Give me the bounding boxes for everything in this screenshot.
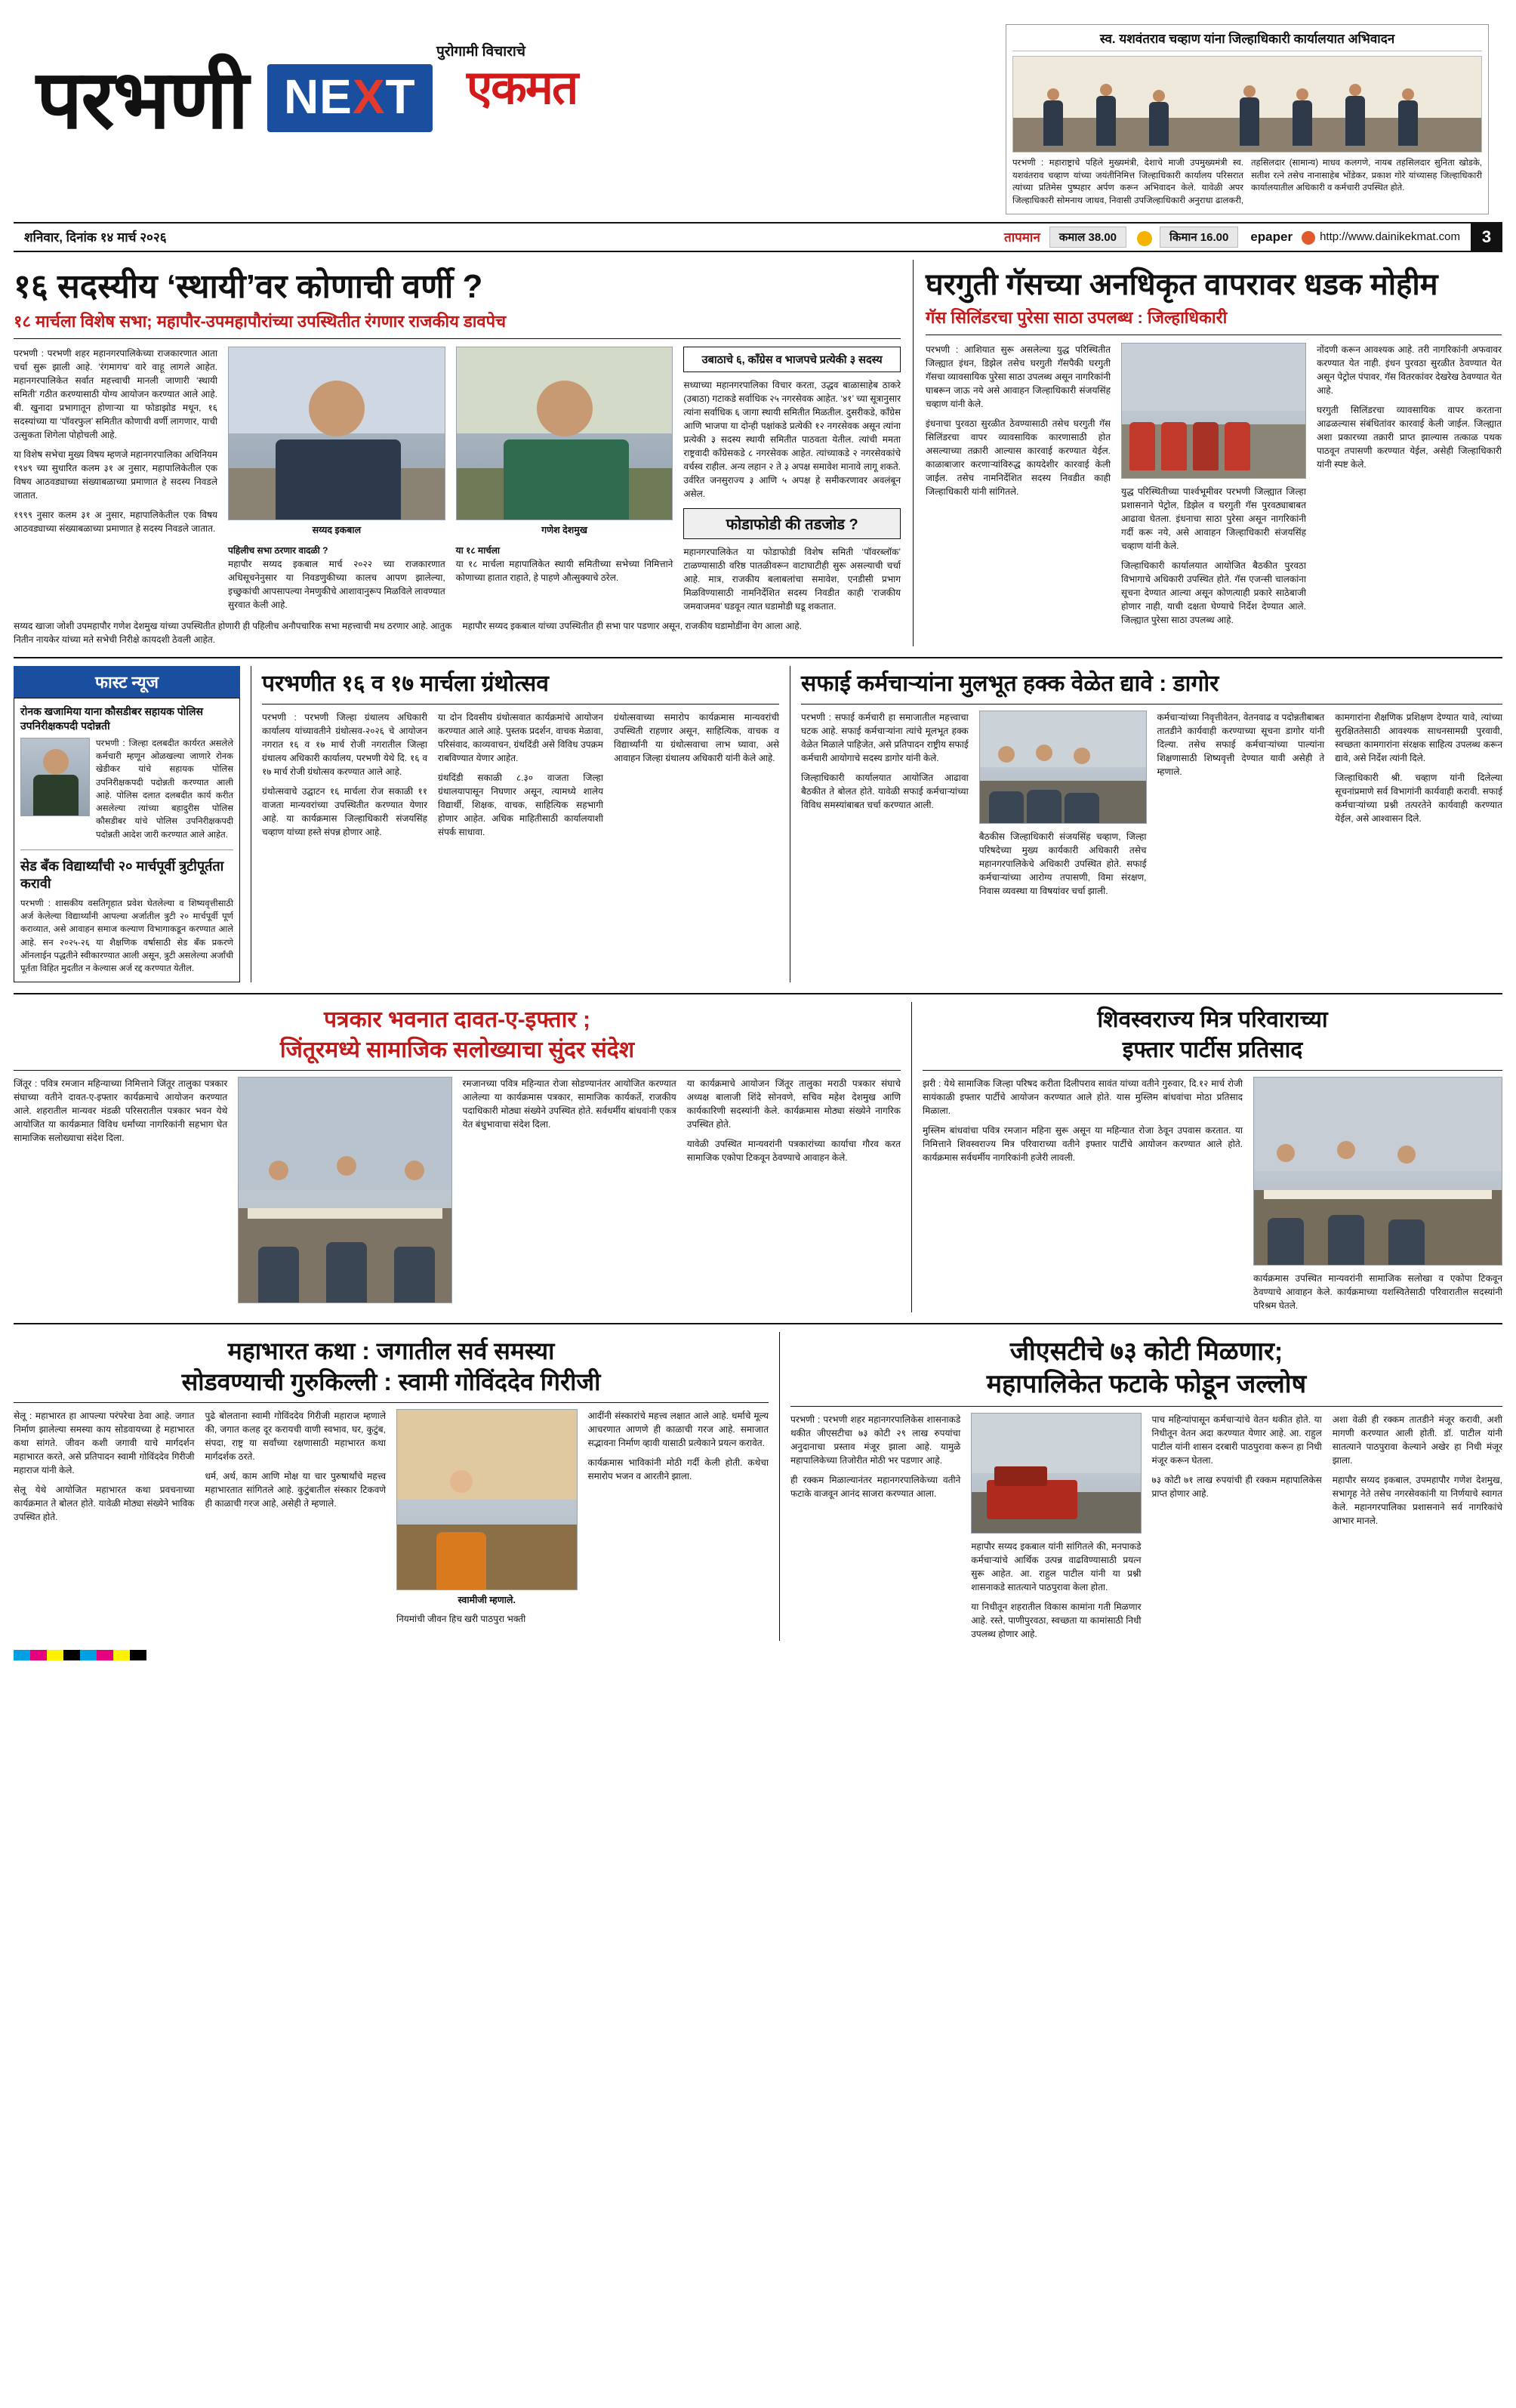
fast-news-title: फास्ट न्यूज — [14, 666, 240, 698]
mahabharat-headline-line2: सोडवण्याची गुरुकिल्ली : स्वामी गोविंददेव गिरीजी — [181, 1367, 601, 1395]
masthead — [14, 0, 1502, 214]
gas-story-col2: युद्ध परिस्थितीच्या पार्श्वभूमीवर परभणी जिल्ह्यात जिल्हा प्रशासनाने पेट्रोल, डिझेल व घरगुती गॅस पुरवठ्याबाबत आढावा घेतला. इंधनाचा साठा पुरेसा असून नागरिकांनी गर्दी करू नये, असे आवाहन जिल्हाधिकारी संजयसिंह चव्हाण यांनी केले. — [1121, 486, 1306, 552]
color-swatch — [14, 1650, 30, 1660]
masthead-ekmat-logo: एकमत — [467, 62, 578, 114]
fast-news-item-1-photo — [20, 738, 90, 816]
masthead-feature-body: परभणी : महाराष्ट्राचे पहिले मुख्यमंत्री, देशाचे माजी उपमुख्यमंत्री स्व. यशवंतराव चव्हाण यांच्या जयंतीनिमित्त जिल्हाधिकारी कार्यालय परिसरात त्यांच्या प्रतिमेस पुष्पहार अर्पण करून अभिवादन केले. यावेळी अपर जिल्हाधिकारी सोमनाथ जाधव, निवासी उपजिल्हाधिकारी अनुराधा ढालकरी, तहसिलदार (सामान्य) माधव कलगणे, नायब तहसिलदार सुनिता खोडके, सतीश रत्ने तसेच नानासाहेब भोंडेकर, प्रकाश गोरे यांच्यासह जिल्हाधिकारी कार्यालयातील अधिकारी व कर्मचारी उपस्थित होते. — [1012, 159, 1482, 206]
second-band — [14, 666, 1502, 982]
sun-icon — [1137, 231, 1152, 246]
mahabharat-col2b: धर्म, अर्थ, काम आणि मोक्ष या चार पुरुषार्थांचे महत्त्व महाभारतात सांगितले आहे. कुटुंबातील संस्कार टिकवणे ही काळाची गरज आहे, असेही ते म्हणाले. — [205, 1471, 386, 1509]
temperature-min — [1160, 227, 1238, 248]
lead-story-box-head: फोडाफोडी की तडजोड ? — [683, 508, 901, 539]
color-swatch — [97, 1650, 113, 1660]
gst-col3b: ७३ कोटी ७१ लाख रुपयांची ही रक्कम महापालिकेस प्राप्त होणार आहे. — [1151, 1474, 1322, 1499]
masthead-city-title: परभणी — [36, 54, 248, 145]
fast-news-box — [14, 698, 240, 982]
masthead-feature-headline: स्व. यशवंतराव चव्हाण यांना जिल्हाधिकारी कार्यालयात अभिवादन — [1012, 29, 1482, 51]
shiv-col3: कार्यक्रमास उपस्थित मान्यवरांनी सामाजिक सलोखा व एकोपा टिकवून ठेवण्याचे आवाहन केले. कार्यक्रमाच्या यशस्वितेसाठी परिवारातील सदस्यांनी परिश्रम घेतले. — [1253, 1273, 1502, 1312]
masthead-tagline: पुरोगामी विचाराचे — [436, 44, 525, 60]
color-swatch — [80, 1650, 97, 1660]
mahabharat-story — [14, 1332, 769, 1641]
website-url[interactable]: http://www.dainikekmat.com — [1320, 230, 1460, 244]
lead-story-kicker-body: सध्याच्या महानगरपालिका विचार करता, उद्धव बाळासाहेब ठाकरे (उबाठा) गटाकडे सर्वाधिक २५ नगरसेवक आहेत. ‘४१’ च्या सूत्रानुसार त्यांना सर्वाधिक ६ जागा स्थायी समितीत मिळतील. दुसरीकडे, काँग्रेस आणि भाजपा या दोन्ही पक्षांकडे प्रत्येकी १२ नगरसेवक असून त्यांना प्रत्येकी ३ सदस्य स्थायी समितीत पाठवता येतील. त्यांची ममता राष्ट्रवादी काँग्रेसकडे ८ नगरसेवक आहेत. त्यांच्याकडे २ नगरसेवकांचे वर्चस्व राहील. अन्य लहान २ ते ३ अपक्ष समावेश मानावे लागू शकते. उर्वरित जनसुराज्य ३ आणि ५ अपक्ष हे समीकरणावर अवलंबून असेल. — [683, 380, 901, 500]
mahabharat-subhead-box: नियमांची जीवन हिच खरी पाठपुरा भक्ती — [396, 1614, 526, 1625]
lead-story-note: महापौर सय्यद इकबाल यांच्या उपस्थितीत ही सभा पार पडणार असून, राजकीय घडामोडींना वेग आला आहे. — [462, 621, 803, 632]
gas-story-subhead: गॅस सिलिंडरचा पुरेसा साठा उपलब्ध : जिल्हाधिकारी — [926, 307, 1228, 327]
shivswarajya-photo — [1253, 1077, 1502, 1266]
iftar-headline-line2: जिंतूरमध्ये सामाजिक सलोख्याचा सुंदर संदेश — [279, 1038, 635, 1063]
temperature-label: तापमान — [1004, 230, 1040, 245]
mahabharat-col3: आदींनी संस्कारांचे महत्त्व लक्षात आले आहे. धर्माचे मूल्य आचरणात आणणे ही काळाची गरज आहे. समाजात सद्भावना निर्माण व्हावी यासाठी प्रत्येकाने प्रयत्न करावेत. — [587, 1411, 769, 1449]
safai-col1b: जिल्हाधिकारी कार्यालयात आयोजित आढावा बैठकीत ते बोलत होते. यावेळी सफाई कर्मचाऱ्यांच्या विविध समस्यांबाबत चर्चा करण्यात आली. — [801, 772, 969, 811]
mahabharat-col1b: सेलू येथे आयोजित महाभारत कथा प्रवचनाच्या कार्यक्रमात ते बोलत होते. यावेळी मोठ्या संख्येने भाविक उपस्थित होते. — [14, 1485, 195, 1523]
lead-photo-1-caption: सय्यद इकबाल — [312, 525, 362, 536]
shiv-col2: मुस्लिम बांधवांचा पवित्र रमजान महिना सुरू असून या महिन्यात रोजा ठेवून उपवास करतात. या निमित्ताने शिवस्वराज्य मित्र परिवाराच्या वतीने इफ्तार पार्टीचे आयोजन करण्यात आले होते. कार्यक्रमास सर्वधर्मीय नागरिकांनी हजेरी लावली. — [923, 1125, 1243, 1164]
safai-col3: कर्मचाऱ्यांच्या निवृत्तीवेतन, वेतनवाढ व पदोन्नतीबाबत तातडीने कार्यवाही करण्याच्या सूचना डागोर यांनी दिल्या. तसेच सफाई कर्मचाऱ्यांच्या पाल्यांना शिक्षणासाठी शिष्यवृत्ती देण्यात यावी असेही ते म्हणाले. — [1157, 712, 1325, 778]
lead-story — [14, 260, 901, 647]
iftar-col2: रमजानच्या पवित्र महिन्यात रोजा सोडण्यानंतर आयोजित करण्यात आलेल्या या कार्यक्रमास पत्रकार, सामाजिक कार्यकर्ते, राजकीय पदाधिकारी मोठ्या संख्येने उपस्थित होते. सर्वधर्मीय बांधवांनी एकत्र येत बंधुभावाचा संदेश दिला. — [462, 1078, 676, 1130]
lead-story-subhead: १८ मार्चला विशेष सभा; महापौर-उपमहापौरांच्या उपस्थितीत रंगणार राजकीय डावपेच — [14, 311, 507, 331]
masthead-brand — [14, 14, 995, 146]
shivswarajya-story — [911, 1002, 1502, 1312]
safai-story — [790, 666, 1502, 982]
third-band — [14, 1002, 1502, 1312]
temperature-min-value: 16.00 — [1200, 230, 1229, 244]
temperature-max-value: 38.00 — [1088, 230, 1117, 244]
book-story-col2b: ग्रंथदिंडी सकाळी ८.३० वाजता जिल्हा ग्रंथालयापासून निघणार असून, त्यामध्ये शालेय विद्यार्थी, शिक्षक, वाचक, साहित्यिक सहभागी होणार आहेत. अधिक माहितीसाठी कार्यालयाशी संपर्क साधावा. — [438, 772, 603, 838]
temperature-max — [1049, 227, 1126, 248]
temperature-max-label: कमाल — [1058, 230, 1086, 244]
page-number: 3 — [1471, 222, 1502, 252]
gst-col4: अशा वेळी ही रक्कम तातडीने मंजूर करावी, अशी मागणी करण्यात आली होती. डॉ. पाटील यांनी सातत्याने पाठपुरावा केल्याने अखेर हा निधी मंजूर झाला. — [1332, 1414, 1502, 1466]
iftar-story — [14, 1002, 901, 1312]
book-story-col3: ग्रंथोत्सवाच्या समारोप कार्यक्रमास मान्यवरांची उपस्थिती राहणार असून, साहित्यिक, वाचक व विद्यार्थ्यांनी या ग्रंथोत्सवाचा लाभ घ्यावा, असे आवाहन जिल्हा ग्रंथालय अधिकारी यांनी केले आहे. — [614, 712, 779, 764]
gst-col1: परभणी : परभणी शहर महानगरपालिकेस शासनाकडे थकीत जीएसटीचा ७३ कोटी २९ लाख रुपयांचा अनुदानाचा प्रस्ताव मंजूर झाला आहे. यामुळे महापालिकेच्या तिजोरीत मोठी भर पडणार आहे. — [790, 1414, 961, 1466]
gst-photo — [971, 1413, 1141, 1534]
mahabharat-col1: सेलू : महाभारत हा आपल्या परंपरेचा ठेवा आहे. जगात निर्माण झालेल्या समस्या काय सोडवायच्या हे महाभारत कथा सांगते. जीवन कशी जगावी याचे मार्गदर्शन महाभारत करते, असे प्रतिपादन स्वामी गोविंददेव गिरीजी महाराज यांनी केले. — [14, 1411, 195, 1476]
gst-col2: महापौर सय्यद इकबाल यांनी सांगितले की, मनपाकडे कर्मचाऱ्यांचे आर्थिक उत्पन्न वाढविण्यासाठी प्रयत्न सुरू आहेत. आ. राहुल पाटील यांनी या प्रश्नी शासनाकडे सातत्याने पाठपुरावा केला होता. — [971, 1540, 1142, 1592]
temperature-min-label: किमान — [1169, 230, 1197, 244]
gas-story-col3: नोंदणी करून आवश्यक आहे. तरी नागरिकांनी अफवावर करण्यात येत नाही. इंधन पुरवठा सुरळीत ठेवण्यात येत असून पेट्रोल पंपावर, गॅस वितरकांवर देखरेख ठेवण्यात येत आहे. — [1317, 344, 1502, 396]
gas-cylinder-photo — [1121, 343, 1306, 479]
main-section — [14, 260, 1502, 647]
lead-story-box-body: महानगरपालिकेत या फोडाफोडी विशेष समिती ‘पॉवरब्लॉक’ टाळण्यासाठी वरिष्ठ पातळीवरून वाटाघाटीही सुरू असल्याची चर्चा आहे. मात्र, राजकीय बलाबलांचा समावेश, एनडीसी प्रभाग मिळविण्यासाठी नामनिर्देशित सदस्य निवडीत काही ‘राजकीय जमवाजमव’ घडवून त्यात घडामोडी घडू शकतात. — [683, 547, 901, 612]
lead-story-midnote-2 — [456, 544, 673, 557]
color-swatch — [113, 1650, 130, 1660]
safai-story-headline: सफाई कर्मचाऱ्यांना मुलभूत हक्क वेळेत द्यावे : डागोर — [801, 671, 1219, 697]
mahabharat-photo — [396, 1409, 578, 1590]
mahabharat-col2: पुढे बोलताना स्वामी गोविंददेव गिरीजी महाराज म्हणाले की, जगात कलह दूर करायची वाणी स्वभाव, घर, कुटुंब, संपदा, राष्ट्र या सर्वांच्या रक्षणासाठी महाभारत कथा मार्गदर्शक ठरते. — [205, 1411, 386, 1463]
shiv-col1: झरी : येथे सामाजिक जिल्हा परिषद करीता दिलीपराव सावंत यांच्या वतीने गुरुवार, दि.१२ मार्च रोजी सायंकाळी इफ्तार पार्टीचे आयोजन करण्यात आले होते. यास मुस्लिम बांधवांचा मोठा प्रतिसाद मिळाला. — [923, 1078, 1243, 1117]
gst-col2b: या निधीतून शहरातील विकास कामांना गती मिळणार आहे. रस्ते, पाणीपुरवठा, स्वच्छता या कामांसाठी निधी उपलब्ध होणार आहे. — [971, 1601, 1142, 1639]
mahabharat-photo-caption: स्वामीजी म्हणाले. — [458, 1595, 516, 1606]
lead-photo-1 — [228, 347, 445, 520]
iftar-col3: या कार्यक्रमाचे आयोजन जिंतूर तालुका मराठी पत्रकार संघाचे अध्यक्ष बालाजी शिंदे सोनवणे, सचिव महेश देशमुख आणि कार्यकारिणी सदस्यांनी केले. कार्यक्रमास मोठ्या संख्येने नागरिक उपस्थित होते. — [686, 1078, 901, 1130]
publication-date: शनिवार, दिनांक १४ मार्च २०२६ — [24, 230, 167, 245]
book-story-col2: या दोन दिवसीय ग्रंथोत्सवात कार्यक्रमांचे आयोजन करण्यात आले आहे. पुस्तक प्रदर्शन, वाचक मेळावा, परिसंवाद, काव्यवाचन, ग्रंथदिंडी असे विविध उपक्रम राबविण्यात येणार आहेत. — [438, 712, 603, 764]
safai-col1: परभणी : सफाई कर्मचारी हा समाजातील महत्त्वाचा घटक आहे. सफाई कर्मचाऱ्यांना त्यांचे मूलभूत हक्क वेळेत मिळाले पाहिजेत, असे प्रतिपादन राष्ट्रीय सफाई कर्मचारी आयोगाचे सदस्य डागोर यांनी केले. — [801, 712, 969, 764]
lead-story-midnote-1-head: पहिलीच सभा ठरणार वादळी ? — [228, 545, 328, 557]
fast-news-panel — [14, 666, 240, 982]
color-swatch — [30, 1650, 47, 1660]
book-festival-story — [251, 666, 779, 982]
lead-story-para2: या विशेष सभेचा मुख्य विषय म्हणजे महानगरपालिका अधिनियम १९४९ च्या सुधारित कलम ३१ अ नुसार, महापालिकेतील एक विषय आठवड्याच्या संख्याबळाच्या प्रमाणात हे सदस्य निवडले जातात. — [14, 449, 217, 501]
mahabharat-col3b: कार्यक्रमास भाविकांनी मोठी गर्दी केली होती. कथेचा समारोप भजन व आरतीने झाला. — [587, 1457, 769, 1482]
iftar-headline-line1: पत्रकार भवनात दावत-ए-इफ्तार ; — [323, 1007, 591, 1033]
lead-story-midnote-1-body: महापौर सय्यद इकबाल मार्च २०२२ च्या राजकारणात अधिसूचनेनुसार या निवडणुकीच्या कालच आपण झालेल्या, इच्छुकांची आपसापल्या नेमणुकीचे आशावानुरूप मिळविले लावण्यात सुरवात केली आहे. — [228, 559, 445, 611]
gst-headline-line2: महापालिकेत फटाके फोडून जल्लोष — [986, 1370, 1307, 1399]
safai-col4: कामगारांना शैक्षणिक प्रशिक्षण देण्यात यावे, त्यांच्या सुरक्षिततेसाठी आवश्यक साधनसामग्री पुरवावी, स्वच्छता कामगारांना संरक्षक साहित्य उपलब्ध करून द्यावे, असे निर्देश त्यांनी दिले. — [1335, 712, 1502, 764]
lead-story-midnote-1 — [228, 544, 445, 557]
globe-icon — [1302, 231, 1315, 245]
lead-story-lastpara: सय्यद खाजा जोशी उपमहापौर गणेश देशमुख यांच्या उपस्थितीत होणारी ही पहिलीच अनौपचारिक सभा महत्त्वाची मध ठरणार आहे. आतुक नितीन नायकेर यांच्या मते सभेची निरीक्षे कायदशी ठेवली आहेत. — [14, 621, 452, 646]
iftar-col3b: यावेळी उपस्थित मान्यवरांनी पत्रकारांच्या कार्याचा गौरव करत सामाजिक एकोपा टिकवून ठेवण्याचे आवाहन केले. — [686, 1139, 901, 1164]
mahabharat-headline-line1: महाभारत कथा : जगातील सर्व समस्या — [227, 1337, 555, 1365]
lead-photo-2 — [456, 347, 673, 520]
gst-story — [779, 1332, 1502, 1641]
gst-headline-line1: जीएसटीचे ७३ कोटी मिळणार; — [1009, 1337, 1283, 1367]
gst-col4b: महापौर सय्यद इकबाल, उपमहापौर गणेश देशमुख, सभागृह नेते तसेच नगरसेवकांनी या निर्णयाचे स्वागत केले. महानगरपालिका प्रशासनाने सर्व नागरिकांचे आभार मानले. — [1332, 1474, 1502, 1526]
fourth-band — [14, 1332, 1502, 1641]
lead-story-midnote-2-head: या १८ मार्चला — [455, 545, 501, 557]
fast-news-item-1-head: रोनक खजामिया याना कौसडीबर सहायक पोलिस उपनिरीक्षकपदी पदोन्नती — [20, 705, 203, 732]
book-story-col1: परभणी : परभणी जिल्हा ग्रंथालय अधिकारी कार्यालय यांच्यावतीने ग्रंथोत्सव-२०२६ चे आयोजन नगरात १६ व १७ मार्च रोजी नगरातील जिल्हा ग्रंथालय अधिकारी कार्यालय, परभणी येथे दि. १६ व १७ मार्च रोजी ग्रंथोत्सव करण्यात आले आहे. — [262, 712, 427, 778]
lead-story-kicker: उबाठाचे ६, काँग्रेस व भाजपचे प्रत्येकी ३ सदस्य — [683, 347, 901, 372]
registration-color-bar — [14, 1650, 1502, 1660]
gas-story-col1b: इंधनाचा पुरवठा सुरळीत ठेवण्यासाठी तसेच घरगुती गॅस सिलिंडरचा वापर व्यावसायिक कारणासाठी होत असल्याच्या तक्रारी आल्यास कारवाई करण्यात येईल. काळाबाजार करणाऱ्यांविरुद्ध कायदेशीर कारवाई केली जाईल. तसेच नामनिर्देशित सदस्य निवडीत काही जिल्हाधिकारी यांनी सांगितले. — [926, 418, 1111, 498]
info-bar — [14, 222, 1502, 252]
lead-story-midnote-2-body: या १८ मार्चला महापालिकेत स्थायी समितीच्या सभेच्या निमित्ताने कोणाच्या हातात राहाते, हे पाहणे औत्सुक्याचे ठरेल. — [455, 559, 673, 584]
book-story-col1b: ग्रंथोत्सवाचे उद्घाटन १६ मार्चला रोज सकाळी ११ वाजता मान्यवरांच्या उपस्थितीत करण्यात येणार आहे. या कार्यक्रमास जिल्हाधिकारी संजयसिंह चव्हाण यांच्या हस्ते संपन्न होणार आहे. — [262, 786, 427, 838]
safai-col4b: जिल्हाधिकारी श्री. चव्हाण यांनी दिलेल्या सूचनांप्रमाणे सर्व विभागांनी कार्यवाही करावी. सफाई कर्मचाऱ्यांच्या प्रश्नी तत्परतेने कार्यवाही करण्यात येईल, असे आश्वासन दिले. — [1335, 772, 1502, 825]
fast-news-item-2-head: सेड बँक विद्यार्थ्यांची २० मार्चपूर्वी त्रुटीपूर्तता करावी — [20, 858, 224, 892]
gas-story-col2b: जिल्हाधिकारी कार्यालयात आयोजित बैठकीत पुरवठा विभागाचे अधिकारी उपस्थित होते. गॅस एजन्सी चालकांना सूचना देण्यात आल्या असून कोणत्याही प्रकारे साठेबाजी होणार नाही, याची दक्षता घेण्याचे निर्देश देण्यात आले. जिल्ह्यात पुरेसा साठा उपलब्ध आहे. — [1121, 560, 1306, 626]
iftar-photo — [238, 1077, 451, 1303]
gas-story-headline: घरगुती गॅसच्या अनधिकृत वापरावर धडक मोहीम — [926, 267, 1438, 301]
gas-story — [913, 260, 1502, 647]
gst-col1b: ही रक्कम मिळाल्यानंतर महानगरपालिकेच्या वतीने फटाके वाजवून आनंद साजरा करण्यात आला. — [790, 1474, 961, 1499]
masthead-next-logo: NEXT — [267, 64, 433, 132]
color-swatch — [63, 1650, 80, 1660]
safai-col2: बैठकीस जिल्हाधिकारी संजयसिंह चव्हाण, जिल्हा परिषदेच्या मुख्य कार्यकारी अधिकारी तसेच महानगरपालिकेचे अधिकारी उपस्थित होते. सफाई कर्मचाऱ्यांच्या आरोग्य तपासणी, विमा संरक्षण, निवास व्यवस्था या विषयांवर चर्चा झाली. — [978, 831, 1147, 897]
shivswarajya-headline-line1: शिवस्वराज्य मित्र परिवाराच्या — [1097, 1007, 1328, 1033]
lead-story-para3: १९९९ नुसार कलम ३१ अ नुसार, महापालिकेतील एक विषय आठवड्याच्या संख्याबळाच्या प्रमाणात हे सदस्य निवडले जातात. — [14, 510, 217, 535]
gst-col3: पाच महिन्यांपासून कर्मचाऱ्यांचे वेतन थकीत होते. या निधीतून वेतन अदा करण्यात येणार आहे. आ. राहुल पाटील यांनी शासन दरबारी पाठपुरावा करून हा निधी मंजूर करून घेतला. — [1151, 1414, 1322, 1466]
fast-news-item-1-body: परभणी : जिल्हा दलबदीत कार्यरत असलेले कर्मचारी म्हणून ओळखल्या जाणारे रोनक खेडीकर यांचे सहायक पोलिस उपनिरीक्षकपदी पदोन्नती करण्यात आली आहे. पोलिस दलात दलबदीत कार्य करीत असलेल्या त्यांच्या बहादुरीस पोलिस कौसडीबर यांचे पोलिस उपनिरीक्षकपदी पदोन्नती आदेश जारी करण्यात आले आहेत. — [96, 738, 233, 840]
masthead-feature-photo — [1012, 56, 1482, 153]
iftar-col1: जिंतूर : पवित्र रमजान महिन्याच्या निमित्ताने जिंतूर तालुका पत्रकार संघाच्या वतीने दावत-ए-इफ्तार कार्यक्रमाचे आयोजन करण्यात आले. शहरातील मान्यवर मंडळी परिसरातील पत्रकार भवन येथे आयोजित या कार्यक्रमात विविध धर्मांच्या नागरिकांनी सहभाग घेत सामाजिक सलोख्याचा संदेश दिला. — [14, 1078, 228, 1144]
lead-story-intro: परभणी : परभणी शहर महानगरपालिकेच्या राजकारणात आता चर्चा सुरू झाली आहे. ‘रंगमागच’ वारे वाहू लागले आहेत. महानगरपालिकेत सर्वात महत्त्वाची मानली जाणारी ‘स्थायी समिती’ गठीत करण्यासाठी योग्य आयोजन करण्यात आले आहे. बी. खुनादा प्रभागातून होणाऱ्या या फोडाझोड मधून, १६ सदस्यांच्या या ‘पॉवरफुल’ समितीत कोणाची वर्णी लागणार, याची उत्सुकता शिगेला पोहोचली आहे. — [14, 348, 217, 441]
color-swatch — [130, 1650, 146, 1660]
book-festival-headline: परभणीत १६ व १७ मार्चला ग्रंथोत्सव — [262, 671, 549, 697]
epaper-label: epaper — [1250, 229, 1293, 244]
masthead-feature-box — [1006, 24, 1489, 214]
safai-meeting-photo — [979, 711, 1147, 824]
lead-story-headline: १६ सदस्यीय ‘स्थायी’वर कोणाची वर्णी ? — [14, 267, 483, 305]
gas-story-col3b: घरगुती सिलिंडरचा व्यावसायिक वापर करताना आढळल्यास संबंधितांवर कारवाई केली जाईल. जिल्ह्यात अशा प्रकारच्या तक्रारी प्राप्त झाल्यास तत्काळ पथक पाठवून तपासणी करण्यात येईल, असेही जिल्हाधिकारी यांनी स्पष्ट केले. — [1317, 405, 1502, 470]
color-swatch — [47, 1650, 63, 1660]
shivswarajya-headline-line2: इफ्तार पार्टीस प्रतिसाद — [1122, 1038, 1303, 1063]
lead-photo-2-caption: गणेश देशमुख — [541, 525, 587, 536]
fast-news-item-2-body: परभणी : शासकीय वसतिगृहात प्रवेश घेतलेल्या व शिष्यवृत्तीसाठी अर्ज केलेल्या विद्यार्थ्यांनी आपल्या अर्जातील त्रुटी २० मार्चपूर्वी पूर्ण कराव्यात, असे आवाहन समाज कल्याण विभागाकडून करण्यात आले आहे. सन २०२५-२६ या शैक्षणिक वर्षासाठी सेड बँक प्रकरणे ऑनलाईन पद्धतीने स्वीकारण्यात आली असून, त्रुटी असलेल्या अर्जांची पूर्तता विहित मुदतीत न केल्यास अर्ज रद्द करण्यात येतील. — [20, 899, 233, 973]
gas-story-col1: परभणी : आशियात सुरू असलेल्या युद्ध परिस्थितीत जिल्ह्यात इंधन, डिझेल तसेच घरगुती गॅसपैकी घरगुती गॅसचा व्यावसायिक पुरेसा साठा उपलब्ध असून नागरिकांनी घाबरून जाऊ नये असे आवाहन जिल्हाधिकारी संजयसिंह चव्हाण यांनी केले. — [926, 344, 1111, 410]
